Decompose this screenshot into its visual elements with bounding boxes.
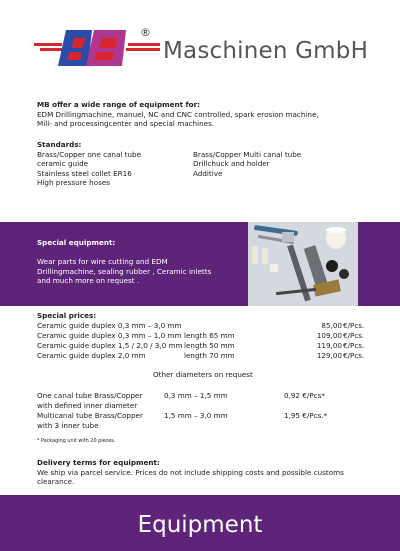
- standards-section: [37, 140, 301, 188]
- standards-item: High pressure hoses: [37, 178, 110, 188]
- standards-item: ceramic guide: [37, 159, 89, 169]
- price-length: length 65 mm: [184, 331, 235, 340]
- delivery-line: clearance.: [37, 477, 75, 487]
- tube-range: 1,5 mm – 3,0 mm: [164, 411, 228, 420]
- tube-row: [37, 411, 328, 430]
- price-item: Ceramic guide duplex 0,3 mm – 1,0 mm: [37, 331, 182, 340]
- special-line: Wear parts for wire cutting and EDM: [37, 257, 168, 267]
- intro-line: Mill- and processingcenter and special machines.: [37, 119, 215, 129]
- special-equipment-text: [37, 238, 211, 286]
- price-unit: €/Pcs.: [343, 321, 365, 330]
- price-unit: €/Pcs.: [343, 331, 365, 340]
- delivery-line: We ship via parcel service. Prices do not include shipping costs and possible customs: [37, 467, 344, 477]
- tube-price: 0,92 €/Pcs*: [284, 391, 325, 400]
- price-unit: €/Pcs.: [343, 351, 365, 360]
- special-line: Drillingmachine, sealing rubber , Ceramic inletts: [37, 266, 212, 276]
- tube-name: Multicanal tube Brass/Copper: [37, 411, 143, 420]
- standards-item: Brass/Copper one canal tube: [37, 149, 142, 159]
- intro-heading: MB offer a wide range of equipment for:: [37, 100, 201, 109]
- company-logo: [34, 26, 162, 72]
- price-item: Ceramic guide duplex 1,5 / 2,0 / 3,0 mm: [37, 341, 183, 350]
- intro-line: EDM Drillingmachine, manuel, NC and CNC controlled, spark erosion machine,: [37, 109, 319, 119]
- tube-name: One canal tube Brass/Copper: [37, 391, 143, 400]
- intro-section: [37, 100, 319, 129]
- standards-row: [37, 159, 301, 169]
- delivery-section: [37, 458, 344, 487]
- standards-heading: Standards:: [37, 140, 82, 149]
- equipment-photo: [248, 222, 358, 306]
- price-item: Ceramic guide duplex 2,0 mm: [37, 351, 146, 360]
- standards-item: Additive: [193, 168, 223, 178]
- special-heading: Special equipment:: [37, 238, 116, 247]
- footer-title: Equipment: [137, 512, 263, 538]
- standards-row: [37, 178, 301, 188]
- price-value: 109,00: [316, 331, 342, 340]
- tube-note: with 3 inner tube: [37, 420, 99, 430]
- packaging-footnote: * Packaging unit with 20 pieces.: [37, 438, 116, 444]
- tube-price: 1,95 €/Pcs.*: [284, 411, 328, 420]
- tube-row: [37, 391, 325, 410]
- price-value: 129,00: [316, 351, 342, 360]
- price-value: 85,00: [321, 321, 342, 330]
- tube-note: with defined inner diameter: [37, 400, 138, 410]
- standards-item: Stainless steel collet ER16: [37, 168, 132, 178]
- price-length: length 50 mm: [184, 341, 235, 350]
- special-line: and much more on request .: [37, 276, 140, 286]
- other-diameters-note: Other diameters on request: [153, 370, 253, 379]
- prices-heading: Special prices:: [37, 311, 97, 320]
- price-unit: €/Pcs.: [343, 341, 365, 350]
- company-name: Maschinen GmbH: [163, 38, 369, 64]
- price-item: Ceramic guide duplex 0,3 mm – 3,0 mm: [37, 321, 182, 330]
- price-length: length 70 mm: [184, 351, 235, 360]
- tube-range: 0,3 mm – 1,5 mm: [164, 391, 228, 400]
- registered-mark: ®: [140, 26, 151, 39]
- price-value: 119,00: [316, 341, 342, 350]
- standards-item: Brass/Copper Multi canal tube: [193, 149, 302, 159]
- standards-item: Drillchuck and holder: [193, 159, 270, 169]
- standards-row: [37, 169, 301, 179]
- standards-row: [37, 150, 301, 160]
- delivery-heading: Delivery terms for equipment:: [37, 458, 160, 467]
